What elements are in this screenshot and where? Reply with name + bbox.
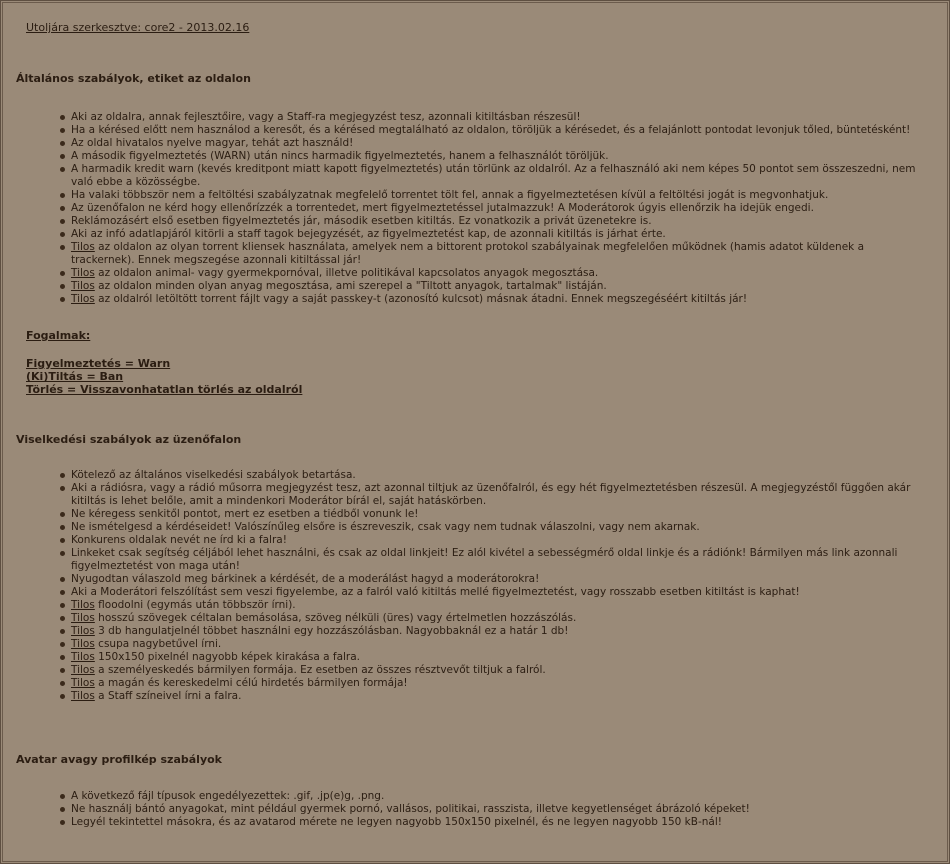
rule-text: Aki az oldalra, annak fejlesztőire, vagy a Staff-ra megjegyzést tesz, azonnali kitiltásban részesül! bbox=[71, 111, 581, 123]
rule-text: a személyeskedés bármilyen formája. Ez esetben az összes résztvevőt tiltjuk a falról. bbox=[94, 664, 546, 676]
terms-heading: Fogalmak: bbox=[26, 329, 91, 342]
term-ban: (Ki)Tiltás = Ban bbox=[26, 370, 124, 383]
rule-item bbox=[60, 202, 920, 215]
rule-item bbox=[60, 241, 920, 267]
rule-text: Ha a kérésed előtt nem használod a keresőt, és a kérésed megtalálható az oldalon, töröljük a kérésedet, és a felajánlott pontodat levonjuk tőled, büntetésként! bbox=[71, 124, 911, 136]
rule-text: Kötelező az általános viselkedési szabályok betartása. bbox=[71, 469, 356, 481]
rule-text: A harmadik kredit warn (kevés kreditpont miatt kapott figyelmeztetés) után törlünk az oldalról. Az a felhasználó aki nem képes 50 pontot sem összeszedni, nem való ebbe a közösségbe. bbox=[71, 163, 916, 188]
rule-item bbox=[60, 482, 920, 508]
edit-note bbox=[26, 21, 249, 34]
tilos-link[interactable]: Tilos bbox=[71, 241, 95, 253]
rule-item bbox=[60, 690, 920, 703]
tilos-link[interactable]: Tilos bbox=[71, 651, 95, 663]
rule-text: floodolni (egymás után többször írni). bbox=[94, 599, 296, 611]
rule-item bbox=[60, 625, 920, 638]
rule-text: Aki a Moderátori felszólítást sem veszi figyelembe, az a falról való kitiltás mellé figyelmeztetést, vagy rosszabb esetben kitiltást is kaphat! bbox=[71, 586, 800, 598]
rule-item bbox=[60, 534, 920, 547]
terms-spacer bbox=[26, 342, 302, 357]
rule-item bbox=[60, 638, 920, 651]
rule-item bbox=[60, 163, 920, 189]
rule-item bbox=[60, 790, 920, 803]
rule-item bbox=[60, 612, 920, 625]
rule-item bbox=[60, 816, 920, 829]
rule-item bbox=[60, 111, 920, 124]
tilos-link[interactable]: Tilos bbox=[71, 612, 95, 624]
rule-item bbox=[60, 573, 920, 586]
rule-item bbox=[60, 651, 920, 664]
rule-item bbox=[60, 599, 920, 612]
avatar-rules-list bbox=[60, 790, 920, 829]
rule-text: csupa nagybetűvel írni. bbox=[94, 638, 222, 650]
terms-block bbox=[26, 329, 302, 396]
tilos-link[interactable]: Tilos bbox=[71, 690, 95, 702]
rule-item bbox=[60, 664, 920, 677]
chat-rules-list bbox=[60, 469, 920, 703]
rule-text: Legyél tekintettel másokra, és az avatarod mérete ne legyen nagyobb 150x150 pixelnél, és ne legyen nagyobb 150 kB-nál! bbox=[71, 816, 722, 828]
rule-text: A második figyelmeztetés (WARN) után nincs harmadik figyelmeztetés, hanem a felhasználót töröljük. bbox=[71, 150, 609, 162]
rule-text: Aki az infó adatlapjáról kitörli a staff tagok bejegyzését, az figyelmeztetést kap, de azonnali kitiltás is járhat érte. bbox=[71, 228, 666, 240]
rule-text: hosszú szövegek céltalan bemásolása, szöveg nélküli (üres) vagy értelmetlen hozzászólás. bbox=[94, 612, 577, 624]
tilos-link[interactable]: Tilos bbox=[71, 267, 95, 279]
rule-text: Ne kéregess senkitől pontot, mert ez esetben a tiédből vonunk le! bbox=[71, 508, 419, 520]
rule-text: Nyugodtan válaszold meg bárkinek a kérdését, de a moderálást hagyd a moderátorokra! bbox=[71, 573, 540, 585]
rule-item bbox=[60, 521, 920, 534]
rule-text: Ne ismételgesd a kérdéseidet! Valószínűleg elsőre is észreveszik, csak vagy nem tudnak válaszolni, vagy nem akarnak. bbox=[71, 521, 700, 533]
edit-note-link[interactable]: Utoljára szerkesztve: core2 - 2013.02.16 bbox=[26, 21, 250, 34]
rule-text: az oldalon animal- vagy gyermekpornóval, illetve politikával kapcsolatos anyagok megosztása. bbox=[94, 267, 599, 279]
rule-item bbox=[60, 189, 920, 202]
general-rules-heading: Általános szabályok, etiket az oldalon bbox=[16, 72, 251, 85]
tilos-link[interactable]: Tilos bbox=[71, 599, 95, 611]
rule-item bbox=[60, 469, 920, 482]
rule-text: Aki a rádiósra, vagy a rádió műsorra megjegyzést tesz, azt azonnal tiltjuk az üzenőfalról, és egy hét figyelmeztetésben részesül. A megjegyzéstől függően akár kitiltás is lehet belőle, amit a mindenkori Moderátor bírál el, saját hatáskörben. bbox=[71, 482, 911, 507]
rule-text: A következő fájl típusok engedélyezettek: .gif, .jp(e)g, .png. bbox=[71, 790, 385, 802]
rule-text: az oldalon az olyan torrent kliensek használata, amelyek nem a bittorent protokol szabályainak megfelelően működnek (hamis adatot küldenek a trackernek). Ennek megszegése azonnali kitiltással jár! bbox=[71, 241, 865, 266]
rule-item bbox=[60, 586, 920, 599]
rule-item bbox=[60, 150, 920, 163]
tilos-link[interactable]: Tilos bbox=[71, 638, 95, 650]
rule-text: 150x150 pixelnél nagyobb képek kirakása a falra. bbox=[94, 651, 361, 663]
rule-text: Az üzenőfalon ne kérd hogy ellenőrízzék a torrentedet, mert figyelmeztetéssel jutalmazzuk! A Moderátorok úgyis ellenőrzik ha idejük engedi. bbox=[71, 202, 814, 214]
tilos-link[interactable]: Tilos bbox=[71, 280, 95, 292]
rule-text: a magán és kereskedelmi célú hirdetés bármilyen formája! bbox=[94, 677, 408, 689]
rule-text: az oldalon minden olyan anyag megosztása, ami szerepel a "Tiltott anyagok, tartalmak" listáján. bbox=[94, 280, 607, 292]
rule-item bbox=[60, 293, 920, 306]
rule-item bbox=[60, 677, 920, 690]
rule-item bbox=[60, 228, 920, 241]
rule-item bbox=[60, 547, 920, 573]
rule-item bbox=[60, 124, 920, 137]
tilos-link[interactable]: Tilos bbox=[71, 293, 95, 305]
rule-text: az oldalról letöltött torrent fájlt vagy a saját passkey-t (azonosító kulcsot) másnak átadni. Ennek megszegéséért kitiltás jár! bbox=[94, 293, 748, 305]
rule-text: Linkeket csak segítség céljából lehet használni, és csak az oldal linkjeit! Ez alól kivétel a sebességmérő oldal linkje és a rádiónk! Bármilyen más link azonnali figyelmeztetést von maga után! bbox=[71, 547, 898, 572]
general-rules-list bbox=[60, 111, 920, 306]
tilos-link[interactable]: Tilos bbox=[71, 664, 95, 676]
rule-item bbox=[60, 280, 920, 293]
chat-rules-heading: Viselkedési szabályok az üzenőfalon bbox=[16, 433, 242, 446]
tilos-link[interactable]: Tilos bbox=[71, 677, 95, 689]
rule-text: 3 db hangulatjelnél többet használni egy hozzászólásban. Nagyobbaknál ez a határ 1 db! bbox=[94, 625, 569, 637]
rule-text: Konkurens oldalak nevét ne írd ki a falra! bbox=[71, 534, 287, 546]
rule-item bbox=[60, 803, 920, 816]
rule-text: Reklámozásért első esetben figyelmeztetés jár, második esetben kitiltás. Ez vonatkozik a privát üzenetekre is. bbox=[71, 215, 652, 227]
rule-text: a Staff színeivel írni a falra. bbox=[94, 690, 242, 702]
avatar-rules-heading: Avatar avagy profilkép szabályok bbox=[16, 753, 222, 766]
rule-item bbox=[60, 508, 920, 521]
term-warn: Figyelmeztetés = Warn bbox=[26, 357, 171, 370]
tilos-link[interactable]: Tilos bbox=[71, 625, 95, 637]
rule-item bbox=[60, 267, 920, 280]
rule-item bbox=[60, 137, 920, 150]
term-delete: Törlés = Visszavonhatatlan törlés az oldalról bbox=[26, 383, 303, 396]
rule-text: Ne használj bántó anyagokat, mint például gyermek pornó, vallásos, politikai, rasszista, illetve kegyetlenséget ábrázoló képeket! bbox=[71, 803, 750, 815]
rule-text: Az oldal hivatalos nyelve magyar, tehát azt használd! bbox=[71, 137, 354, 149]
rule-item bbox=[60, 215, 920, 228]
rule-text: Ha valaki többször nem a feltöltési szabályzatnak megfelelő torrentet tölt fel, annak a figyelmeztetésen kívül a feltöltési jogát is megvonhatjuk. bbox=[71, 189, 829, 201]
